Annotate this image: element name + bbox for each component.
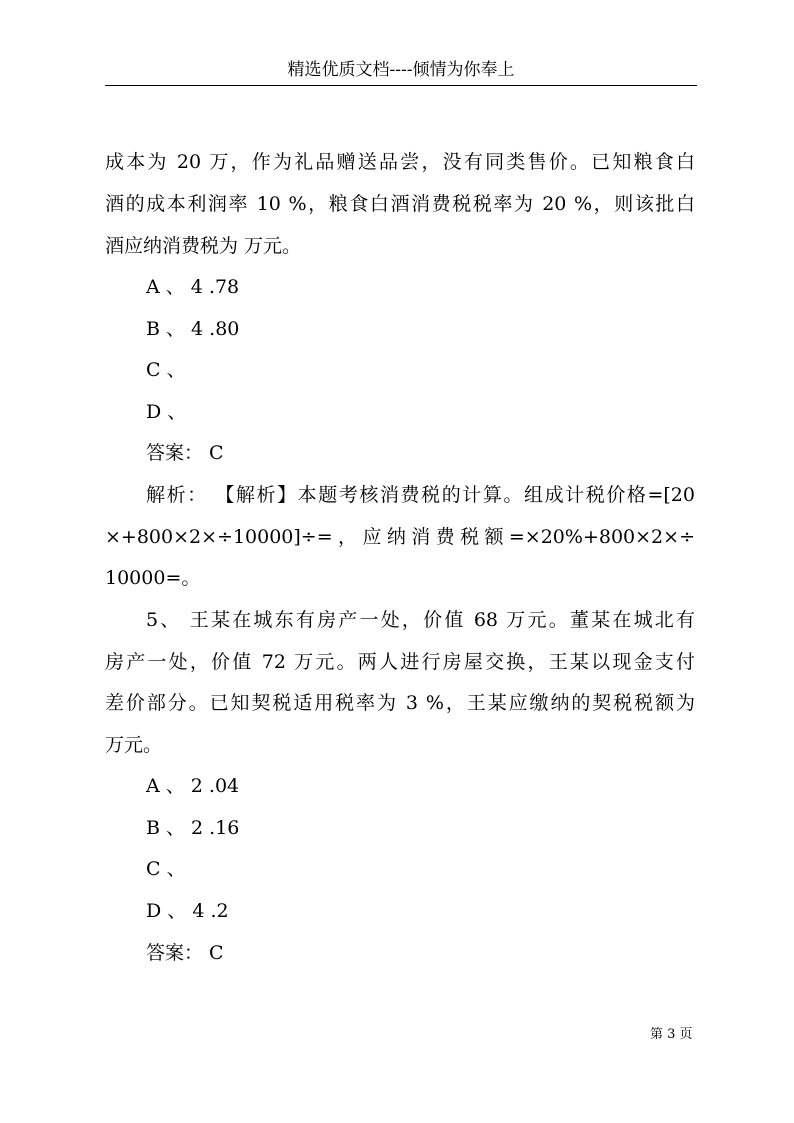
question5-line-3: 差价部分。已知契税适用税率为 3 %，王某应缴纳的契税税额为 <box>105 692 695 714</box>
question5-line-4: 万元。 <box>105 734 163 756</box>
question4-analysis-line-1: 解析： 【解析】本题考核消费税的计算。组成计税价格=[20 <box>146 484 695 506</box>
header-title: 精选优质文档----倾情为你奉上 <box>287 60 515 80</box>
question4-line-3: 酒应纳消费税为 万元。 <box>105 235 302 257</box>
question5-answer: 答案： C <box>146 942 224 964</box>
question4-line-1: 成本为 20 万，作为礼品赠送品尝，没有同类售价。已知粮食白 <box>105 151 695 173</box>
question5-option-c: C 、 <box>146 858 186 880</box>
question5-option-d: D 、 4 .2 <box>146 900 229 922</box>
page-number: 第 3 页 <box>650 1027 693 1042</box>
question4-option-d: D 、 <box>146 401 187 423</box>
question4-line-2: 酒的成本利润率 10 %，粮食白酒消费税税率为 20 %，则该批白 <box>105 193 695 215</box>
question5-line-2: 房产一处，价值 72 万元。两人进行房屋交换，王某以现金支付 <box>105 651 695 673</box>
question4-option-c: C 、 <box>146 359 186 381</box>
question4-analysis-line-2: ×+800×2×÷10000]÷=，应纳消费税额=×20%+800×2×÷ <box>105 526 695 548</box>
question4-option-a: A 、 4 .78 <box>146 276 240 298</box>
question5-option-b: B 、 2 .16 <box>146 817 240 839</box>
question4-analysis-line-3: 10000=。 <box>105 567 201 589</box>
question5-line-1: 5、 王某在城东有房产一处，价值 68 万元。董某在城北有 <box>146 609 695 631</box>
question4-answer: 答案： C <box>146 442 224 464</box>
page-header <box>105 57 697 86</box>
question4-option-b: B 、 4 .80 <box>146 318 240 340</box>
question5-option-a: A 、 2 .04 <box>146 775 240 797</box>
